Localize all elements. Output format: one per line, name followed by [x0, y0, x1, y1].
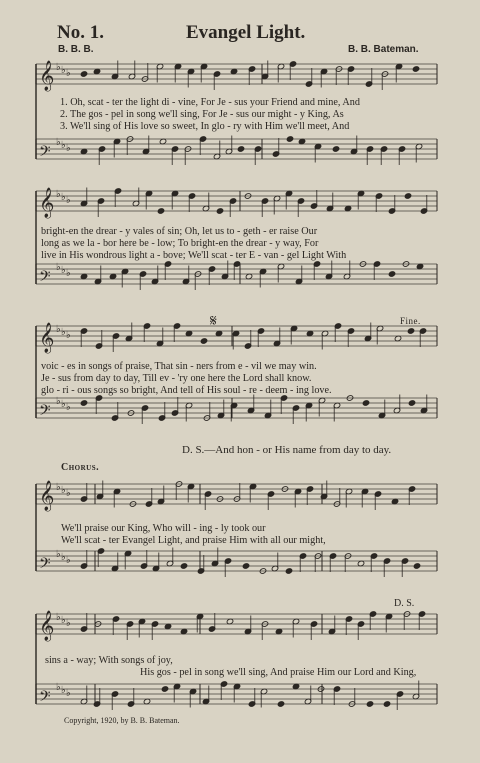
note-head [285, 568, 292, 574]
flat-icon: ♭ [66, 555, 71, 566]
treble-clef-icon: 𝄞 [39, 611, 55, 641]
words-credit: B. B. B. [58, 44, 94, 55]
verse-3-line-2: live in His wondrous light a - bove; We'll scat - ter E - van - gel Light With [41, 250, 347, 261]
hymn-number: No. 1. [57, 22, 104, 43]
fine-mark: Fine. [400, 316, 421, 326]
flat-icon: ♭ [61, 685, 66, 696]
flat-icon: ♭ [66, 402, 71, 413]
flat-icon: ♭ [56, 189, 61, 200]
note-head [412, 66, 419, 72]
note-head [180, 563, 187, 569]
hymn-title: Evangel Light. [186, 22, 306, 43]
flat-icon: ♭ [61, 399, 66, 410]
flat-icon: ♭ [66, 195, 71, 206]
verse-3-line-1: 3. We'll sing of His love so sweet, In glo - ry with Him we'll meet, And [60, 121, 350, 132]
note-head [277, 701, 284, 707]
flat-icon: ♭ [66, 618, 71, 629]
note-head [200, 338, 207, 344]
verse-1-line-1: 1. Oh, scat - ter the light di - vine, For Je - sus your Friend and mine, And [60, 97, 360, 108]
note-head [383, 701, 390, 707]
bass-clef-icon: 𝄢 [39, 402, 51, 423]
flat-icon: ♭ [61, 265, 66, 276]
note-head [407, 328, 414, 334]
chorus-line-2: We'll scat - ter Evangel Light, and praise Him with all our might, [61, 535, 326, 546]
verse-3-line-3: glo - ri - ous songs so bright, And tell of His soul - re - deem - ing love. [41, 385, 332, 396]
flat-icon: ♭ [61, 65, 66, 76]
note-head [286, 136, 293, 142]
flat-icon: ♭ [66, 143, 71, 154]
flat-icon: ♭ [61, 140, 66, 151]
note-head [216, 208, 223, 214]
flat-icon: ♭ [61, 485, 66, 496]
flat-icon: ♭ [66, 68, 71, 79]
bass-clef-icon: 𝄢 [39, 688, 51, 709]
verse-2-line-2: long as we la - bor here be - low; To bright-en the drear - y way, For [41, 238, 319, 249]
note-head [388, 271, 395, 277]
verse-1-line-3: voic - es in songs of praise, That sin - ners from e - vil we may win. [41, 361, 317, 372]
note-head [404, 193, 411, 199]
page-title [0, 22, 480, 44]
flat-icon: ♭ [56, 62, 61, 73]
flat-icon: ♭ [61, 192, 66, 203]
bass-clef-icon: 𝄢 [39, 143, 51, 164]
flat-icon: ♭ [56, 324, 61, 335]
flat-icon: ♭ [61, 327, 66, 338]
note-head [161, 686, 168, 692]
flat-icon: ♭ [61, 552, 66, 563]
flat-icon: ♭ [56, 137, 61, 148]
chorus-line-4: His gos - pel in song we'll sing, And praise Him our Lord and King, [140, 667, 417, 678]
flat-icon: ♭ [56, 262, 61, 273]
chorus-line-3: sins a - way; With songs of joy, [45, 655, 173, 666]
flat-icon: ♭ [66, 488, 71, 499]
treble-clef-icon: 𝄞 [39, 61, 55, 91]
flat-icon: ♭ [66, 268, 71, 279]
flat-icon: ♭ [56, 482, 61, 493]
note-head [366, 701, 373, 707]
treble-clef-icon: 𝄞 [39, 481, 55, 511]
note-head [408, 400, 415, 406]
flat-icon: ♭ [61, 615, 66, 626]
flat-icon: ♭ [56, 682, 61, 693]
note-head [242, 563, 249, 569]
chorus-line-1: We'll praise our King, Who will - ing - ly took our [61, 523, 266, 534]
music-credit: B. B. Bateman. [348, 44, 419, 55]
note-head [80, 71, 87, 77]
flat-icon: ♭ [56, 549, 61, 560]
note-head [157, 208, 164, 214]
chorus-label: Chorus. [61, 462, 100, 473]
ds-mark: D. S. [394, 598, 415, 609]
flat-icon: ♭ [66, 330, 71, 341]
ds-line: D. S.—And hon - or His name from day to day. [182, 444, 392, 456]
bass-clef-icon: 𝄢 [39, 268, 51, 289]
note-head [413, 563, 420, 569]
segno-icon: 𝄋 [210, 313, 217, 330]
verse-2-line-3: Je - sus from day to day, Till ev - 'ry one here the Lord shall know. [41, 373, 312, 384]
treble-clef-icon: 𝄞 [39, 188, 55, 218]
verse-2-line-1: 2. The gos - pel in song we'll sing, For Je - sus our might - y King, As [60, 109, 344, 120]
bass-clef-icon: 𝄢 [39, 555, 51, 576]
copyright-notice: Copyright, 1920, by B. B. Bateman. [64, 716, 180, 725]
note-head [237, 146, 244, 152]
verse-1-line-2: bright-en the drear - y vales of sin; Oh, let us to - geth - er raise Our [41, 226, 318, 237]
flat-icon: ♭ [66, 688, 71, 699]
flat-icon: ♭ [56, 612, 61, 623]
flat-icon: ♭ [56, 396, 61, 407]
note-head [362, 400, 369, 406]
treble-clef-icon: 𝄞 [39, 323, 55, 353]
note-head [332, 146, 339, 152]
note-head [80, 400, 87, 406]
